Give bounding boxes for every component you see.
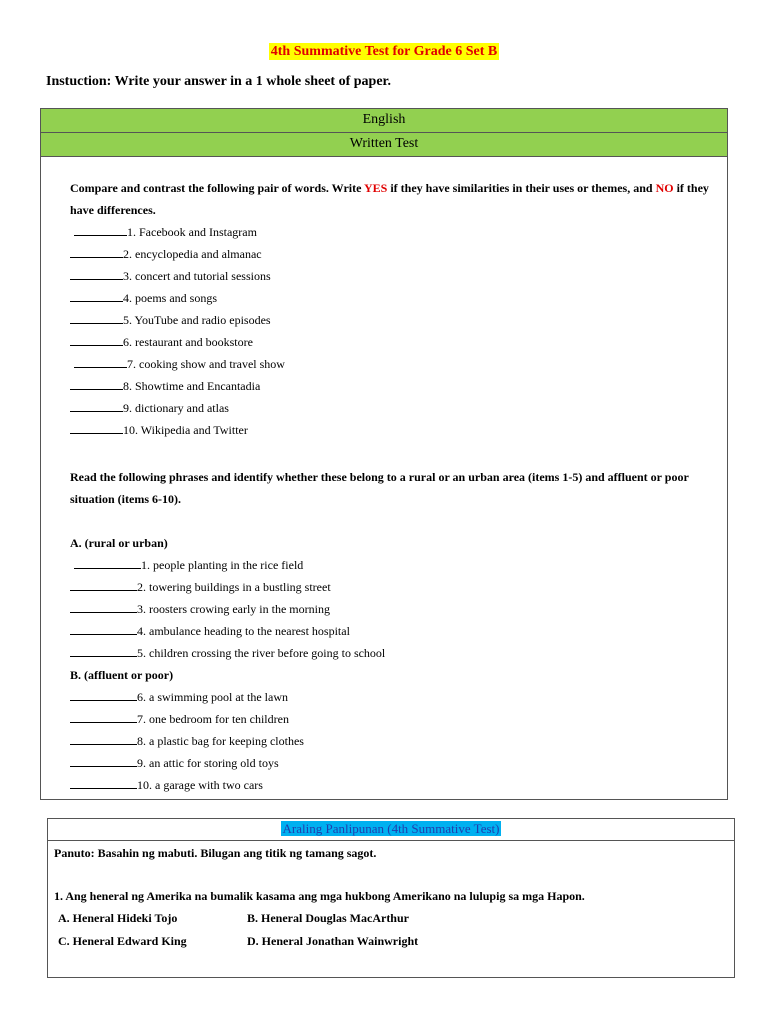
list-item — [70, 576, 720, 598]
part2 — [70, 466, 720, 796]
list-item — [70, 620, 720, 642]
araling-panlipunan-section — [47, 818, 735, 978]
answer-blank[interactable] — [70, 754, 137, 767]
item-text: 8. Showtime and Encantadia — [123, 379, 261, 393]
list-item — [70, 598, 720, 620]
subject-header: English — [41, 109, 727, 133]
ap-title: Araling Panlipunan (4th Summative Test) — [282, 821, 500, 836]
list-item — [70, 752, 720, 774]
list-item — [70, 375, 720, 397]
item-text: 10. a garage with two cars — [137, 778, 263, 792]
item-text: 9. dictionary and atlas — [123, 401, 229, 415]
no-keyword: NO — [655, 181, 674, 195]
answer-blank[interactable] — [70, 333, 123, 346]
list-item — [70, 353, 720, 375]
list-item — [70, 774, 720, 796]
item-text: 5. YouTube and radio episodes — [123, 313, 271, 327]
answer-blank[interactable] — [70, 267, 123, 280]
item-text: 3. concert and tutorial sessions — [123, 269, 271, 283]
answer-blank[interactable] — [70, 688, 137, 701]
answer-blank[interactable] — [70, 421, 123, 434]
ap-instructions: Panuto: Basahin ng mabuti. Bilugan ang titik ng tamang sagot. — [54, 846, 377, 860]
answer-blank[interactable] — [74, 355, 127, 368]
ap-header — [48, 819, 734, 841]
list-item — [70, 419, 720, 441]
answer-blank[interactable] — [70, 776, 137, 789]
list-item — [70, 287, 720, 309]
instruction: Instuction: Write your answer in a 1 whole sheet of paper. — [46, 74, 391, 89]
instr-text-a: Compare and contrast the following pair of words. Write — [70, 181, 364, 195]
item-text: 4. ambulance heading to the nearest hospital — [137, 624, 350, 638]
instr-text-b: if they have similarities in their uses or themes, and — [387, 181, 656, 195]
yes-keyword: YES — [364, 181, 388, 195]
item-text: 7. cooking show and travel show — [127, 357, 285, 371]
answer-blank[interactable] — [70, 644, 137, 657]
list-item — [70, 331, 720, 353]
item-text: 7. one bedroom for ten children — [137, 712, 289, 726]
test-title-wrap — [0, 42, 768, 60]
item-text: 5. children crossing the river before going to school — [137, 646, 386, 660]
item-text: 6. restaurant and bookstore — [123, 335, 253, 349]
item-text: 1. people planting in the rice field — [141, 558, 304, 572]
part1 — [70, 177, 720, 441]
item-text: 10. Wikipedia and Twitter — [123, 423, 248, 437]
answer-blank[interactable] — [70, 578, 137, 591]
instr-text-c: if they have differences. — [70, 181, 709, 217]
choice-c[interactable]: C. Heneral Edward King — [58, 934, 187, 948]
ap-question: 1. Ang heneral ng Amerika na bumalik kasama ang mga hukbong Amerikano na lulupig sa mga Hapon. — [54, 889, 585, 903]
list-item — [70, 554, 720, 576]
answer-blank[interactable] — [70, 311, 123, 324]
section-header: Written Test — [41, 133, 727, 157]
part1-instructions — [70, 177, 720, 221]
item-text: 4. poems and songs — [123, 291, 217, 305]
answer-blank[interactable] — [74, 556, 141, 569]
answer-blank[interactable] — [70, 622, 137, 635]
item-text: 8. a plastic bag for keeping clothes — [137, 734, 304, 748]
section-b-heading: B. (affluent or poor) — [70, 668, 174, 682]
answer-blank[interactable] — [70, 289, 123, 302]
item-text: 6. a swimming pool at the lawn — [137, 690, 288, 704]
list-item — [70, 243, 720, 265]
section-a-heading: A. (rural or urban) — [70, 536, 168, 550]
list-item — [70, 221, 720, 243]
list-item — [70, 265, 720, 287]
answer-blank[interactable] — [70, 732, 137, 745]
choice-a[interactable]: A. Heneral Hideki Tojo — [58, 911, 178, 925]
answer-blank[interactable] — [70, 710, 137, 723]
list-item — [70, 397, 720, 419]
part2-instructions: Read the following phrases and identify whether these belong to a rural or an urban area (items 1-5) and affluent or poor situation (items 6-10). — [70, 470, 689, 506]
item-text: 1. Facebook and Instagram — [127, 225, 257, 239]
list-item — [70, 642, 720, 664]
choice-d[interactable]: D. Heneral Jonathan Wainwright — [247, 934, 419, 948]
list-item — [70, 686, 720, 708]
answer-blank[interactable] — [70, 377, 123, 390]
answer-blank[interactable] — [70, 399, 123, 412]
list-item — [70, 309, 720, 331]
answer-blank[interactable] — [70, 245, 123, 258]
answer-blank[interactable] — [70, 600, 137, 613]
list-item — [70, 730, 720, 752]
item-text: 2. encyclopedia and almanac — [123, 247, 262, 261]
test-title: 4th Summative Test for Grade 6 Set B — [270, 44, 498, 59]
list-item — [70, 708, 720, 730]
english-section — [40, 108, 728, 800]
item-text: 9. an attic for storing old toys — [137, 756, 279, 770]
answer-blank[interactable] — [74, 223, 127, 236]
item-text: 2. towering buildings in a bustling street — [137, 580, 331, 594]
choice-b[interactable]: B. Heneral Douglas MacArthur — [247, 911, 409, 925]
item-text: 3. roosters crowing early in the morning — [137, 602, 330, 616]
